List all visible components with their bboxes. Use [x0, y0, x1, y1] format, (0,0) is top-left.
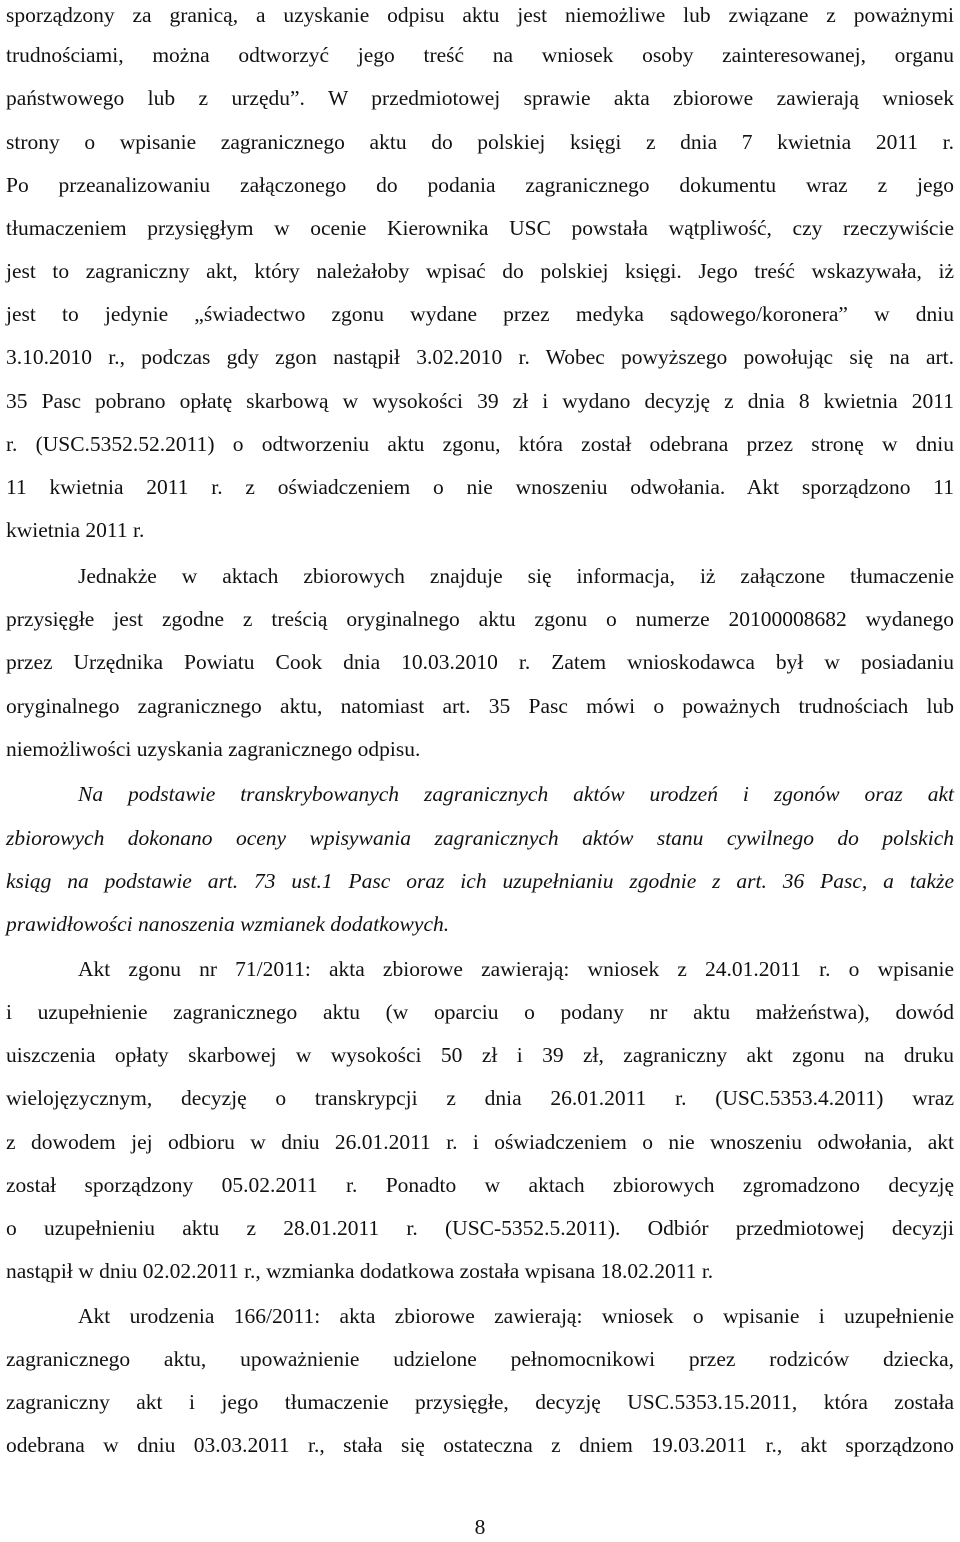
- text-line: 3.10.2010 r., podczas gdy zgon nastąpił 3.02.2010 r. Wobec powyższego powołując się na art.: [6, 345, 954, 369]
- text-line: z dowodem jej odbioru w dniu 26.01.2011 r. i oświadczeniem o nie wnoszeniu odwołania, akt: [6, 1130, 954, 1154]
- text-line: Akt zgonu nr 71/2011: akta zbiorowe zawierają: wniosek z 24.01.2011 r. o wpisanie: [78, 957, 954, 981]
- text-line: nastąpił w dniu 02.02.2011 r., wzmianka dodatkowa została wpisana 18.02.2011 r.: [6, 1259, 714, 1283]
- text-line: tłumaczeniem przysięgłym w ocenie Kierownika USC powstała wątpliwość, czy rzeczywiście: [6, 216, 954, 240]
- text-line: zbiorowych dokonano oceny wpisywania zagranicznych aktów stanu cywilnego do polskich: [6, 826, 954, 850]
- text-line: został sporządzony 05.02.2011 r. Ponadto w aktach zbiorowych zgromadzono decyzję: [6, 1173, 954, 1197]
- text-line: sporządzony za granicą, a uzyskanie odpisu aktu jest niemożliwe lub związane z poważnymi: [6, 3, 954, 27]
- text-line: prawidłowości nanoszenia wzmianek dodatkowych.: [6, 912, 450, 936]
- text-line: Jednakże w aktach zbiorowych znajduje się informacja, iż załączone tłumaczenie: [78, 564, 954, 588]
- text-line: Po przeanalizowaniu załączonego do podania zagranicznego dokumentu wraz z jego: [6, 173, 954, 197]
- text-line: oryginalnego zagranicznego aktu, natomiast art. 35 Pasc mówi o poważnych trudnościach lub: [6, 694, 954, 718]
- text-line: odebrana w dniu 03.03.2011 r., stała się ostateczna z dniem 19.03.2011 r., akt sporządzono: [6, 1433, 954, 1457]
- text-line: r. (USC.5352.52.2011) o odtworzeniu aktu zgonu, która został odebrana przez stronę w dniu: [6, 432, 954, 456]
- text-line: 35 Pasc pobrano opłatę skarbową w wysokości 39 zł i wydano decyzję z dnia 8 kwietnia 2011: [6, 389, 954, 413]
- text-line: przez Urzędnika Powiatu Cook dnia 10.03.2010 r. Zatem wnioskodawca był w posiadaniu: [6, 650, 954, 674]
- text-line: o uzupełnieniu aktu z 28.01.2011 r. (USC-5352.5.2011). Odbiór przedmiotowej decyzji: [6, 1216, 954, 1240]
- text-line: zagraniczny akt i jego tłumaczenie przysięgłe, decyzję USC.5353.15.2011, która została: [6, 1390, 954, 1414]
- text-line: jest to zagraniczny akt, który należałoby wpisać do polskiej księgi. Jego treść wskazywała, iż: [6, 259, 954, 283]
- text-line: 11 kwietnia 2011 r. z oświadczeniem o nie wnoszeniu odwołania. Akt sporządzono 11: [6, 475, 954, 499]
- text-line: i uzupełnienie zagranicznego aktu (w oparciu o podany nr aktu małżeństwa), dowód: [6, 1000, 954, 1024]
- text-line: trudnościami, można odtworzyć jego treść na wniosek osoby zainteresowanej, organu: [6, 43, 954, 67]
- text-line: Na podstawie transkrybowanych zagranicznych aktów urodzeń i zgonów oraz akt: [78, 782, 954, 806]
- text-line: wielojęzycznym, decyzję o transkrypcji z dnia 26.01.2011 r. (USC.5353.4.2011) wraz: [6, 1086, 954, 1110]
- text-line: zagranicznego aktu, upoważnienie udzielone pełnomocnikowi przez rodziców dziecka,: [6, 1347, 954, 1371]
- text-line: państwowego lub z urzędu”. W przedmiotowej sprawie akta zbiorowe zawierają wniosek: [6, 86, 954, 110]
- text-line: uiszczenia opłaty skarbowej w wysokości 50 zł i 39 zł, zagraniczny akt zgonu na druku: [6, 1043, 954, 1067]
- text-line: przysięgłe jest zgodne z treścią oryginalnego aktu zgonu o numerze 20100008682 wydanego: [6, 607, 954, 631]
- text-line: niemożliwości uzyskania zagranicznego odpisu.: [6, 737, 421, 761]
- text-line: kwietnia 2011 r.: [6, 518, 145, 542]
- text-line: jest to jedynie „świadectwo zgonu wydane przez medyka sądowego/koronera” w dniu: [6, 302, 954, 326]
- text-line: ksiąg na podstawie art. 73 ust.1 Pasc oraz ich uzupełnianiu zgodnie z art. 36 Pasc, a także: [6, 869, 954, 893]
- page-number: 8: [474, 1515, 486, 1539]
- text-line: Akt urodzenia 166/2011: akta zbiorowe zawierają: wniosek o wpisanie i uzupełnienie: [78, 1304, 954, 1328]
- text-line: strony o wpisanie zagranicznego aktu do polskiej księgi z dnia 7 kwietnia 2011 r.: [6, 130, 954, 154]
